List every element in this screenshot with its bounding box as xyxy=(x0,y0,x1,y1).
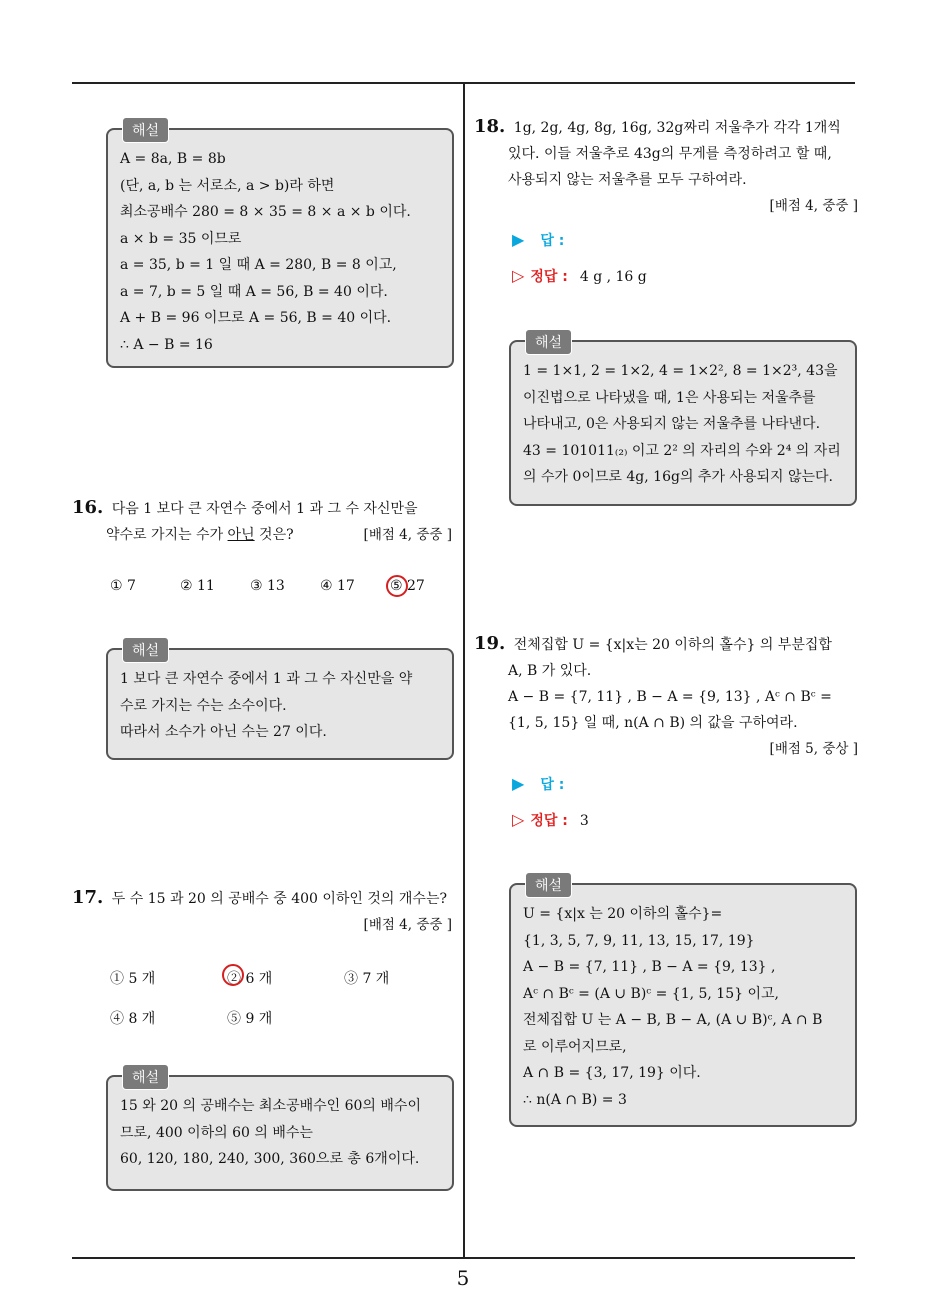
selected-answer-circle xyxy=(222,964,244,986)
answer-row xyxy=(512,230,564,250)
explanation-line: 최소공배수 280 = 8 × 35 = 8 × a × b 이다. xyxy=(120,204,411,220)
explanation-line: 수로 가지는 수는 소수이다. xyxy=(120,697,287,714)
explanation-tag: 해설 xyxy=(122,637,169,663)
correct-label: 정답 : xyxy=(530,269,568,285)
explanation-line: 전체집합 U 는 A − B, B − A, (A ∪ B)ᶜ, A ∩ B xyxy=(523,1012,823,1028)
choice-4[interactable]: ④ 8 개 xyxy=(110,1011,156,1027)
explanation-line: A − B = {7, 11} , B − A = {9, 13} , xyxy=(523,959,776,975)
question-text: {1, 5, 15} 일 때, n(A ∩ B) 의 값을 구하여라. xyxy=(508,715,798,731)
selected-answer-circle xyxy=(386,575,408,597)
explanation-line: 나타내고, 0은 사용되지 않는 저울추를 나타낸다. xyxy=(523,416,821,432)
question-text: 약수로 가지는 수가 xyxy=(106,527,228,543)
bottom-rule xyxy=(72,1257,855,1259)
explanation-line: {1, 3, 5, 7, 9, 11, 13, 15, 17, 19} xyxy=(523,932,755,949)
question-text: 것은? xyxy=(254,527,294,543)
explanation-tag: 해설 xyxy=(122,117,169,143)
grade-label: [배점 4, 중중 ] xyxy=(363,917,452,933)
question-text: 두 수 15 과 20 의 공배수 중 400 이하인 것의 개수는? xyxy=(111,891,447,907)
explanation-line: 의 수가 0이므로 4g, 16g의 추가 사용되지 않는다. xyxy=(523,469,833,485)
q18-explanation-box xyxy=(509,335,857,506)
question-number: 17. xyxy=(72,887,104,908)
outline-triangle-icon: ▷ xyxy=(512,266,525,285)
q19-explanation-box xyxy=(509,878,857,1127)
explanation-line: 1 = 1×1, 2 = 1×2, 4 = 1×2², 8 = 1×2³, 43을 xyxy=(523,363,838,379)
correct-value: 4 g , 16 g xyxy=(579,269,647,285)
question-text-underlined: 아닌 xyxy=(227,527,255,543)
choice-3[interactable]: ③ 13 xyxy=(250,578,285,594)
question-18 xyxy=(474,114,858,219)
choice-3[interactable]: ③ 7 개 xyxy=(344,971,390,987)
question-17 xyxy=(72,885,452,938)
grade-label: [배점 4, 중중 ] xyxy=(769,198,858,214)
explanation-line: A + B = 96 이므로 A = 56, B = 40 이다. xyxy=(120,310,392,326)
question-text: 전체집합 U = {x|x는 20 이하의 홀수} 의 부분집합 xyxy=(513,637,832,653)
explanation-line: 43 = 101011₍₂₎ 이고 2² 의 자리의 수와 2⁴ 의 자리 xyxy=(523,442,841,459)
question-text: 다음 1 보다 큰 자연수 중에서 1 과 그 수 자신만을 xyxy=(111,501,418,517)
grade-label: [배점 4, 중중 ] xyxy=(363,527,452,543)
choice-2[interactable]: ② 11 xyxy=(180,578,215,594)
explanation-line: a = 35, b = 1 일 때 A = 280, B = 8 이고, xyxy=(120,257,397,273)
explanation-line: a × b = 35 이므로 xyxy=(120,230,242,247)
explanation-tag: 해설 xyxy=(525,329,572,355)
choice-4[interactable]: ④ 17 xyxy=(320,578,355,594)
q15-explanation-box xyxy=(106,123,454,368)
correct-answer-row xyxy=(512,810,589,830)
explanation-line: 60, 120, 180, 240, 300, 360으로 총 6개이다. xyxy=(120,1151,420,1167)
explanation-line: 이진법으로 나타냈을 때, 1은 사용되는 저울추를 xyxy=(523,389,816,406)
explanation-line: a = 7, b = 5 일 때 A = 56, B = 40 이다. xyxy=(120,283,388,300)
choice-1[interactable]: ① 7 xyxy=(110,578,136,594)
question-number: 18. xyxy=(474,116,506,137)
question-text: 1g, 2g, 4g, 8g, 16g, 32g짜리 저울추가 각각 1개씩 xyxy=(513,120,841,136)
choice-5[interactable]: ⑤ 27 xyxy=(390,578,425,594)
explanation-line: ∴ n(A ∩ B) = 3 xyxy=(523,1091,627,1108)
explanation-line: Aᶜ ∩ Bᶜ = (A ∪ B)ᶜ = {1, 5, 15} 이고, xyxy=(523,985,779,1002)
explanation-line: 로 이루어지므로, xyxy=(523,1038,627,1055)
correct-label: 정답 : xyxy=(530,813,568,829)
explanation-line: 따라서 소수가 아닌 수는 27 이다. xyxy=(120,724,327,740)
question-number: 19. xyxy=(474,633,506,654)
correct-value: 3 xyxy=(579,813,589,829)
column-divider xyxy=(463,84,465,1258)
play-triangle-icon: ▶ xyxy=(512,230,525,249)
explanation-line: ∴ A − B = 16 xyxy=(120,336,213,353)
choice-1[interactable]: ① 5 개 xyxy=(110,971,156,987)
explanation-line: 15 와 20 의 공배수는 최소공배수인 60의 배수이 xyxy=(120,1098,421,1114)
question-16 xyxy=(72,495,452,548)
page-number: 5 xyxy=(456,1266,470,1290)
choice-2[interactable]: ② 6 개 xyxy=(227,971,273,987)
question-text: 사용되지 않는 저울추를 모두 구하여라. xyxy=(508,172,747,188)
answer-label: 답 : xyxy=(540,233,565,249)
q16-explanation-box xyxy=(106,643,454,760)
outline-triangle-icon: ▷ xyxy=(512,810,525,829)
question-text: A − B = {7, 11} , B − A = {9, 13} , Aᶜ ∩ Bᶜ = xyxy=(508,689,832,705)
answer-row xyxy=(512,774,564,794)
explanation-tag: 해설 xyxy=(122,1064,169,1090)
explanation-line: A = 8a, B = 8b xyxy=(120,151,226,167)
question-text: A, B 가 있다. xyxy=(508,663,592,679)
answer-label: 답 : xyxy=(540,777,565,793)
question-19 xyxy=(474,631,858,762)
grade-label: [배점 5, 중상 ] xyxy=(769,741,858,757)
correct-answer-row xyxy=(512,266,647,286)
explanation-line: U = {x|x 는 20 이하의 홀수}= xyxy=(523,906,723,922)
explanation-line: 므로, 400 이하의 60 의 배수는 xyxy=(120,1124,313,1141)
question-text: 있다. 이들 저울추로 43g의 무게를 측정하려고 할 때, xyxy=(508,146,832,162)
explanation-line: 1 보다 큰 자연수 중에서 1 과 그 수 자신만을 약 xyxy=(120,671,413,687)
play-triangle-icon: ▶ xyxy=(512,774,525,793)
q17-explanation-box xyxy=(106,1070,454,1191)
explanation-line: (단, a, b 는 서로소, a > b)라 하면 xyxy=(120,177,335,194)
question-number: 16. xyxy=(72,497,104,518)
choice-5[interactable]: ⑤ 9 개 xyxy=(227,1011,273,1027)
explanation-line: A ∩ B = {3, 17, 19} 이다. xyxy=(523,1065,701,1081)
explanation-tag: 해설 xyxy=(525,872,572,898)
